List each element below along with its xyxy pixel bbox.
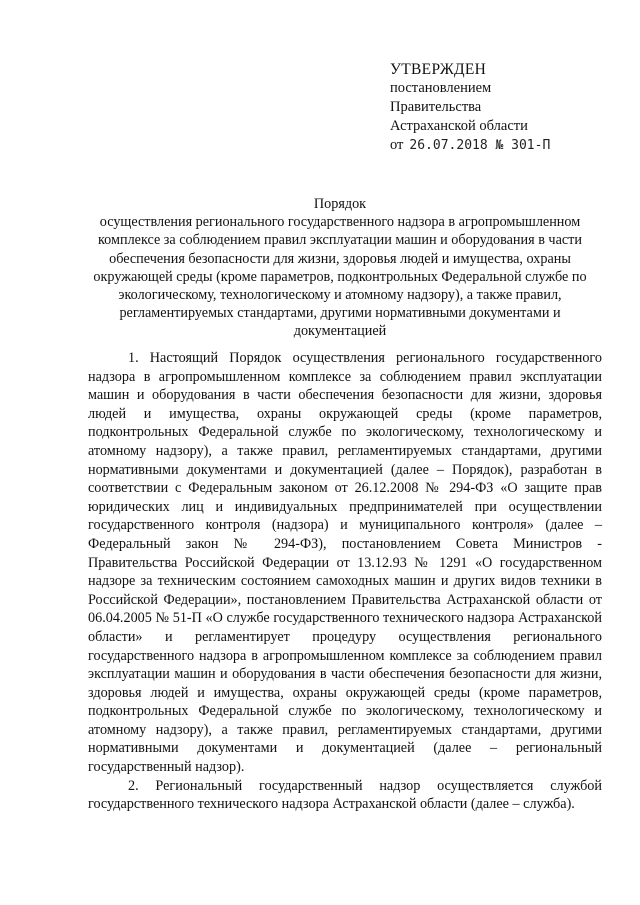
approval-date-line <box>390 136 610 155</box>
approval-line-resolution: постановлением <box>390 80 492 96</box>
document-body <box>88 349 602 814</box>
paragraph-1: 1. Настоящий Порядок осуществления регионального государственного надзора в агропромышленном комплексе за соблюдением правил эксплуатации машин и оборудования в части обеспечения безопасности для жизни, здоровья людей и имущества, охраны окружающей среды (кроме параметров, подконтрольных Федеральной службе по экологическому, технологическому и атомному надзору), а также правил, регламентируемых стандартами, другими нормативными документами и документацией (далее – Порядок), разработан в соответствии с Федеральным законом от 26.12.2008 № 294-ФЗ «О защите прав юридических лиц и индивидуальных предпринимателей при осуществлении государственного контроля (надзора) и муниципального контроля» (далее – Федеральный закон № 294-ФЗ), постановлением Совета Министров - Правительства Российской Федерации от 13.12.93 № 1291 «О государственном надзоре за техническим состоянием самоходных машин и других видов техники в Российской Федерации», постановлением Правительства Астраханской области от 06.04.2005 № 51-П «О службе государственного технического надзора Астраханской области» и регламентирует процедуру осуществления регионального государственного надзора в агропромышленном комплексе за соблюдением правил эксплуатации машин и оборудования в части обеспечения безопасности для жизни, здоровья людей и имущества, охраны окружающей среды (кроме параметров, подконтрольных Федеральной службе по экологическому, технологическому и атомному надзору), а также правил, регламентируемых стандартами, другими нормативными документами и документацией (далее – региональный государственный надзор). <box>88 350 602 776</box>
approval-date-number: 26.07.2018 № 301-П <box>409 138 551 153</box>
approval-line-government: Правительства <box>390 99 482 115</box>
title-text: осуществления регионального государственного надзора в агропромышленном комплексе за соблюдением правил эксплуатации машин и оборудования в части обеспечения безопасности для жизни, здоровья людей и имущества, охраны окружающей среды (кроме параметров, подконтрольных Федеральной службе по экологическому, технологическому и атомному надзору), а также правил, регламентируемых стандартами, другими нормативными документами и документацией <box>93 214 587 340</box>
title-word: Порядок <box>313 196 367 212</box>
approval-line-region: Астраханской области <box>390 118 528 134</box>
approval-stamp <box>390 60 610 155</box>
approval-heading: УТВЕРЖДЕН <box>390 61 487 78</box>
paragraph-2: 2. Региональный государственный надзор осуществляется службой государственного технического надзора Астраханской области (далее – служба). <box>88 777 602 813</box>
approval-date-prefix: от <box>390 137 404 153</box>
document-title <box>80 195 600 341</box>
